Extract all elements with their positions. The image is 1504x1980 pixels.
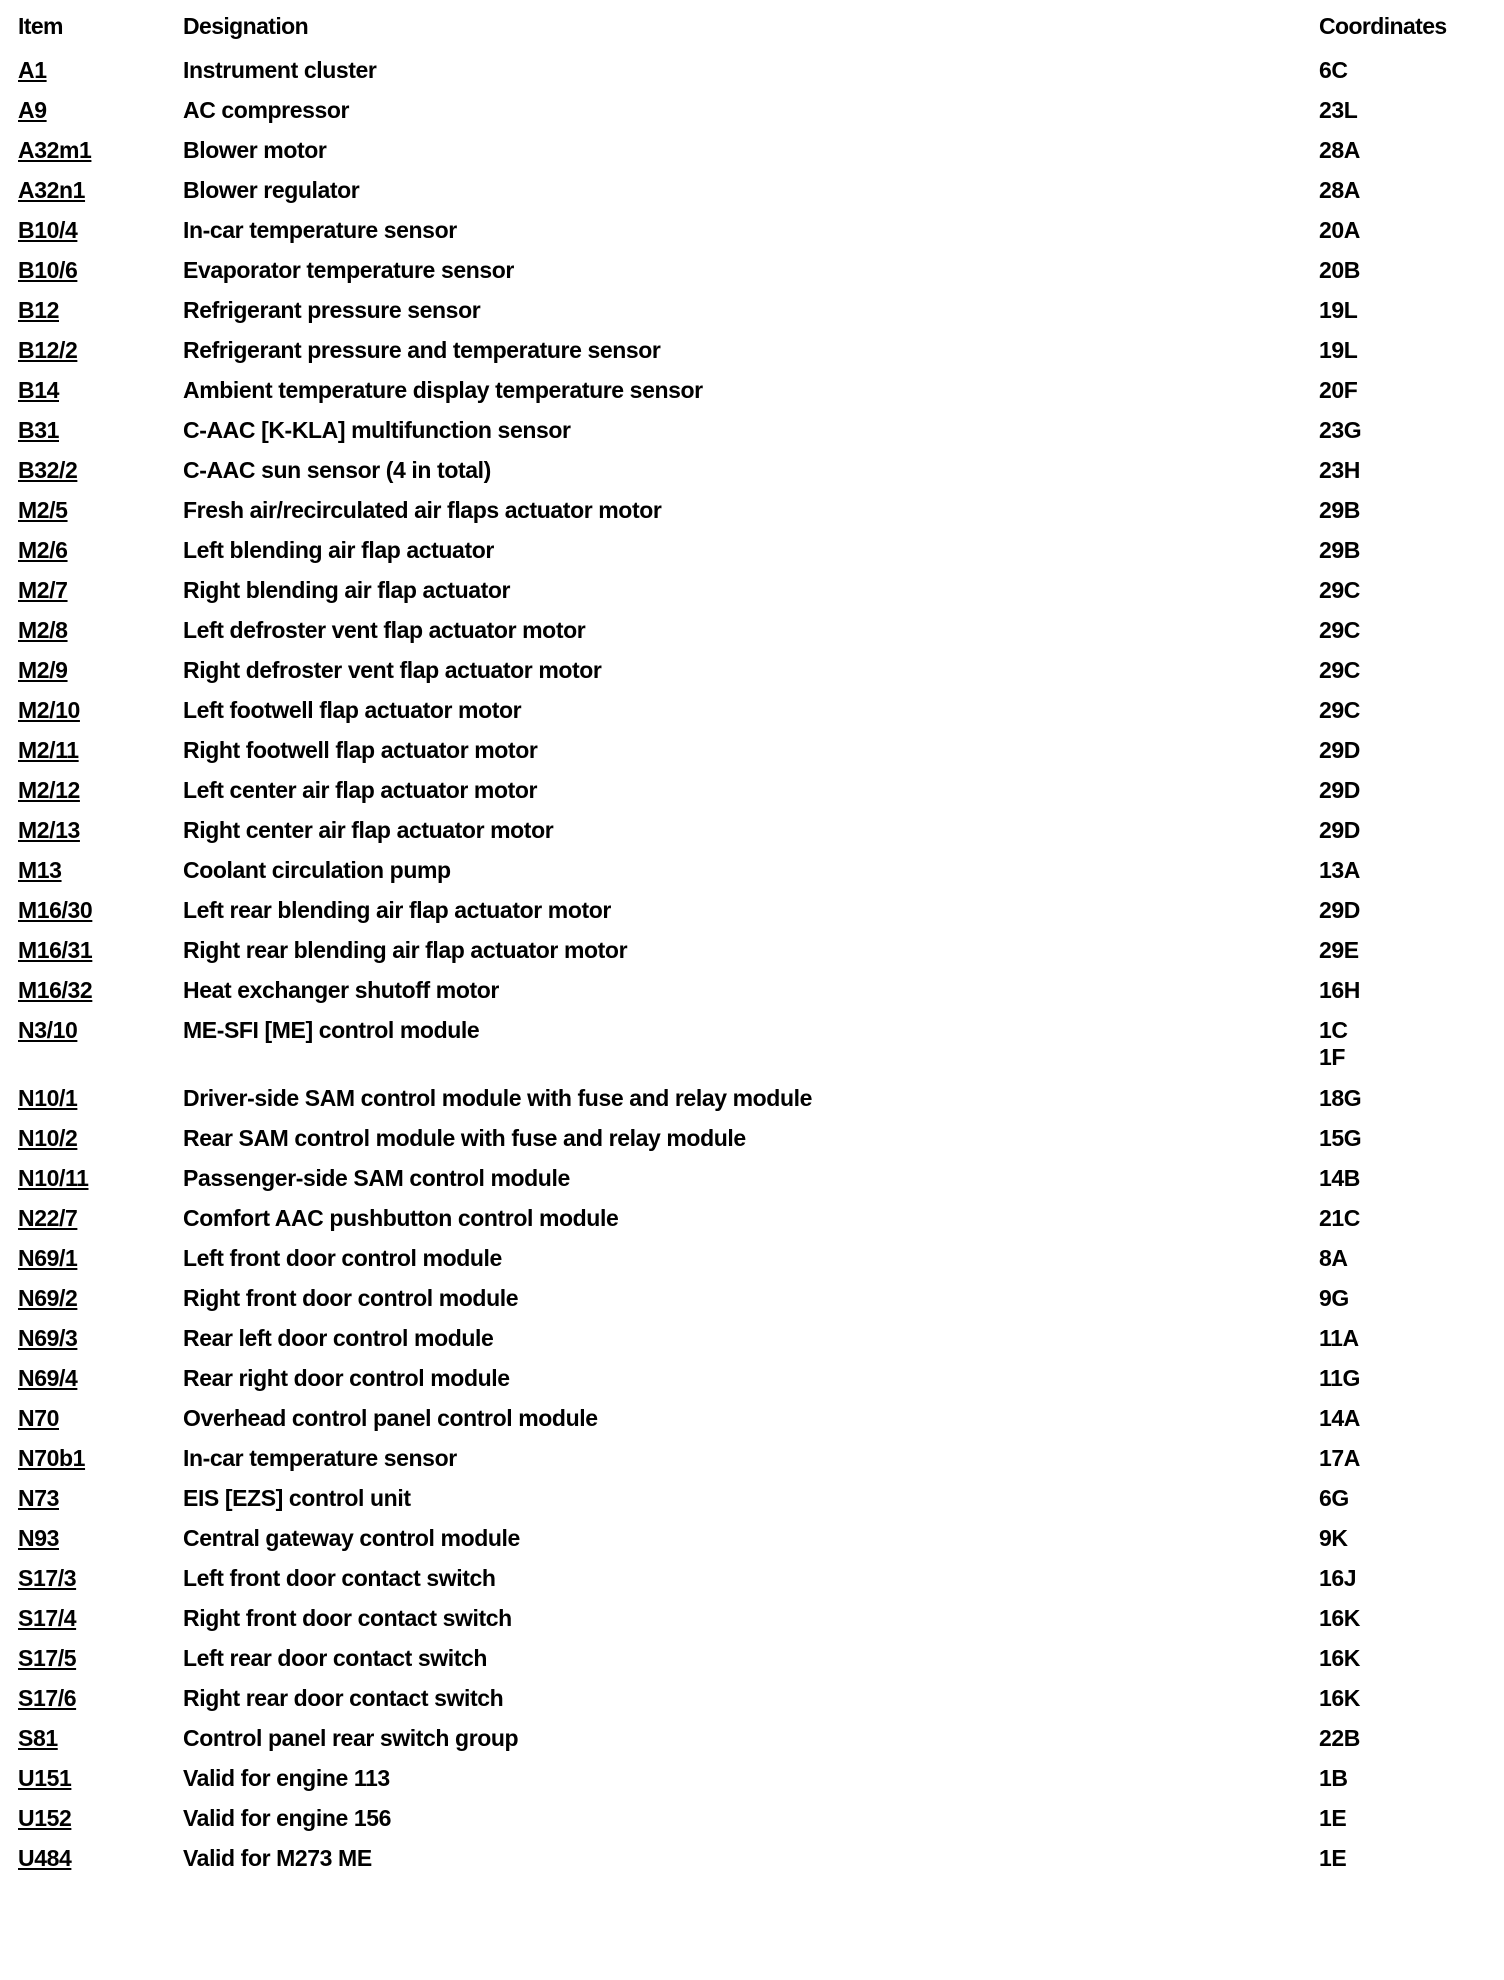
coordinates-cell	[1319, 217, 1360, 244]
coordinates-cell	[1319, 1525, 1348, 1552]
coordinate-value: 20A	[1319, 217, 1360, 243]
coordinates-cell	[1319, 1565, 1356, 1592]
table-row	[0, 495, 1504, 535]
coordinates-cell	[1319, 1445, 1360, 1472]
item-link[interactable]: S17/4	[18, 1605, 77, 1631]
item-link[interactable]: N73	[18, 1485, 59, 1511]
designation-cell: Refrigerant pressure sensor	[183, 297, 481, 323]
item-link[interactable]: N10/11	[18, 1165, 89, 1191]
item-cell	[0, 697, 183, 724]
coordinates-cell	[1319, 1725, 1360, 1752]
item-link[interactable]: M2/10	[18, 697, 80, 723]
item-cell	[0, 537, 183, 564]
coordinate-value: 15G	[1319, 1125, 1362, 1151]
item-cell	[0, 617, 183, 644]
item-link[interactable]: M2/5	[18, 497, 68, 523]
coordinate-value: 18G	[1319, 1085, 1362, 1111]
coordinate-value: 29E	[1319, 937, 1359, 963]
table-row	[0, 1603, 1504, 1643]
coordinate-value: 29D	[1319, 817, 1360, 843]
coordinates-cell	[1319, 1405, 1360, 1432]
table-row	[0, 615, 1504, 655]
table-row	[0, 1843, 1504, 1883]
coordinate-value: 9K	[1319, 1525, 1348, 1551]
designation-cell: Right footwell flap actuator motor	[183, 737, 538, 763]
coordinates-cell	[1319, 497, 1360, 524]
item-link[interactable]: B10/6	[18, 257, 78, 283]
coordinates-cell	[1319, 977, 1360, 1004]
coordinate-value: 29C	[1319, 617, 1360, 643]
item-cell	[0, 417, 183, 444]
table-row	[0, 1763, 1504, 1803]
designation-cell: Rear right door control module	[183, 1365, 510, 1391]
coordinate-value: 16K	[1319, 1685, 1360, 1711]
coordinate-value: 6C	[1319, 57, 1348, 83]
item-link[interactable]: U484	[18, 1845, 72, 1871]
header-designation: Designation	[183, 13, 309, 39]
designation-cell: Left footwell flap actuator motor	[183, 697, 522, 723]
designation-cell: C-AAC sun sensor (4 in total)	[183, 457, 491, 483]
coordinate-value: 1E	[1319, 1845, 1347, 1871]
designation-cell: Central gateway control module	[183, 1525, 520, 1551]
item-cell	[0, 777, 183, 804]
table-row	[0, 1203, 1504, 1243]
coordinates-cell	[1319, 1245, 1348, 1272]
item-link[interactable]: M16/30	[18, 897, 93, 923]
designation-cell: EIS [EZS] control unit	[183, 1485, 411, 1511]
item-link[interactable]: B32/2	[18, 457, 78, 483]
coordinate-value: 29B	[1319, 537, 1360, 563]
item-cell	[0, 457, 183, 484]
item-cell	[0, 857, 183, 884]
table-row	[0, 1723, 1504, 1763]
item-link[interactable]: N69/3	[18, 1325, 78, 1351]
coordinates-cell	[1319, 1765, 1348, 1792]
designation-cell: Valid for engine 113	[183, 1765, 390, 1791]
table-row	[0, 655, 1504, 695]
table-row	[0, 1015, 1504, 1083]
coordinates-cell	[1319, 577, 1360, 604]
designation-cell: Ambient temperature display temperature sensor	[183, 377, 703, 403]
table-row	[0, 1083, 1504, 1123]
coordinate-value: 29C	[1319, 657, 1360, 683]
item-cell	[0, 1205, 183, 1232]
item-link[interactable]: M2/7	[18, 577, 68, 603]
table-row	[0, 335, 1504, 375]
designation-cell: Fresh air/recirculated air flaps actuator motor	[183, 497, 662, 523]
item-link[interactable]: A32m1	[18, 137, 92, 163]
item-cell	[0, 497, 183, 524]
item-link[interactable]: N69/4	[18, 1365, 78, 1391]
item-cell	[0, 1525, 183, 1552]
item-link[interactable]: S17/5	[18, 1645, 77, 1671]
item-link[interactable]: B12	[18, 297, 59, 323]
coordinate-value: 14A	[1319, 1405, 1360, 1431]
table-row	[0, 175, 1504, 215]
table-row	[0, 1683, 1504, 1723]
item-link[interactable]: N10/2	[18, 1125, 78, 1151]
item-cell	[0, 897, 183, 924]
item-cell	[0, 377, 183, 404]
designation-cell: Right center air flap actuator motor	[183, 817, 554, 843]
designation-cell: Left rear blending air flap actuator motor	[183, 897, 611, 923]
coordinate-value: 16K	[1319, 1645, 1360, 1671]
item-link[interactable]: N22/7	[18, 1205, 78, 1231]
table-row	[0, 695, 1504, 735]
coordinate-value: 28A	[1319, 177, 1360, 203]
coordinates-cell	[1319, 1017, 1348, 1071]
coordinates-cell	[1319, 1685, 1360, 1712]
coordinate-value: 14B	[1319, 1165, 1360, 1191]
item-cell	[0, 1805, 183, 1832]
item-cell	[0, 1085, 183, 1112]
table-row	[0, 1523, 1504, 1563]
designation-cell: Comfort AAC pushbutton control module	[183, 1205, 619, 1231]
coordinate-value: 29B	[1319, 497, 1360, 523]
item-link[interactable]: N3/10	[18, 1017, 78, 1043]
designation-cell: Left center air flap actuator motor	[183, 777, 538, 803]
table-row	[0, 1363, 1504, 1403]
table-row	[0, 55, 1504, 95]
coordinate-value: 19L	[1319, 337, 1358, 363]
table-row	[0, 95, 1504, 135]
item-cell	[0, 817, 183, 844]
table-row	[0, 1283, 1504, 1323]
coordinates-cell	[1319, 1365, 1360, 1392]
designation-cell: Coolant circulation pump	[183, 857, 451, 883]
table-row	[0, 775, 1504, 815]
designation-cell: Overhead control panel control module	[183, 1405, 598, 1431]
coordinates-cell	[1319, 337, 1357, 364]
coordinates-cell	[1319, 1085, 1361, 1112]
table-row	[0, 1323, 1504, 1363]
header-coordinates: Coordinates	[1319, 13, 1447, 39]
coordinates-cell	[1319, 377, 1357, 404]
coordinate-value: 16H	[1319, 977, 1360, 1003]
coordinate-value: 23H	[1319, 457, 1360, 483]
item-link[interactable]: M16/32	[18, 977, 93, 1003]
designation-cell: Right front door contact switch	[183, 1605, 512, 1631]
table-row	[0, 815, 1504, 855]
item-cell	[0, 1485, 183, 1512]
coordinates-cell	[1319, 1325, 1359, 1352]
item-cell	[0, 1445, 183, 1472]
table-row	[0, 1483, 1504, 1523]
coordinate-value: 23G	[1319, 417, 1362, 443]
item-link[interactable]: N69/2	[18, 1285, 78, 1311]
item-link[interactable]: M2/11	[18, 737, 79, 763]
designation-cell: Left blending air flap actuator	[183, 537, 494, 563]
table-row	[0, 575, 1504, 615]
coordinates-cell	[1319, 1805, 1346, 1832]
coordinates-cell	[1319, 1845, 1346, 1872]
coordinates-cell	[1319, 97, 1357, 124]
coordinates-cell	[1319, 817, 1360, 844]
item-cell	[0, 977, 183, 1004]
coordinates-cell	[1319, 1605, 1360, 1632]
designation-cell: Rear SAM control module with fuse and relay module	[183, 1125, 746, 1151]
item-cell	[0, 1285, 183, 1312]
designation-cell: Blower motor	[183, 137, 327, 163]
coordinate-value: 20F	[1319, 377, 1358, 403]
coordinates-cell	[1319, 1165, 1360, 1192]
coordinates-cell	[1319, 737, 1360, 764]
designation-cell: Instrument cluster	[183, 57, 377, 83]
table-row	[0, 1163, 1504, 1203]
designation-cell: Right defroster vent flap actuator motor	[183, 657, 602, 683]
coordinates-cell	[1319, 617, 1360, 644]
item-cell	[0, 217, 183, 244]
coordinate-value: 23L	[1319, 97, 1358, 123]
coordinate-value: 19L	[1319, 297, 1358, 323]
coordinates-cell	[1319, 777, 1360, 804]
coordinates-cell	[1319, 1645, 1360, 1672]
item-link[interactable]: B31	[18, 417, 59, 443]
coordinates-cell	[1319, 257, 1360, 284]
coordinates-cell	[1319, 1205, 1360, 1232]
designation-cell: Valid for M273 ME	[183, 1845, 372, 1871]
designation-cell: Right front door control module	[183, 1285, 519, 1311]
item-link[interactable]: N70	[18, 1405, 59, 1431]
item-link[interactable]: U151	[18, 1765, 72, 1791]
designation-cell: Left defroster vent flap actuator motor	[183, 617, 586, 643]
item-link[interactable]: N69/1	[18, 1245, 78, 1271]
item-link[interactable]: N10/1	[18, 1085, 78, 1111]
coordinate-value: 1B	[1319, 1765, 1348, 1791]
designation-cell: Left front door contact switch	[183, 1565, 496, 1591]
item-link[interactable]: N93	[18, 1525, 59, 1551]
item-cell	[0, 1325, 183, 1352]
designation-cell: Driver-side SAM control module with fuse and relay module	[183, 1085, 812, 1111]
coordinates-cell	[1319, 537, 1360, 564]
item-cell	[0, 577, 183, 604]
coordinate-value: 6G	[1319, 1485, 1349, 1511]
designation-cell: Blower regulator	[183, 177, 360, 203]
item-link[interactable]: M2/8	[18, 617, 68, 643]
table-row	[0, 255, 1504, 295]
coordinate-value: 11G	[1319, 1365, 1361, 1391]
table-row	[0, 935, 1504, 975]
coordinates-cell	[1319, 297, 1357, 324]
table-row	[0, 135, 1504, 175]
coordinate-value: 9G	[1319, 1285, 1349, 1311]
designation-cell: C-AAC [K-KLA] multifunction sensor	[183, 417, 571, 443]
header-item: Item	[18, 13, 63, 39]
item-link[interactable]: M13	[18, 857, 62, 883]
item-link[interactable]: S17/3	[18, 1565, 77, 1591]
designation-cell: Left rear door contact switch	[183, 1645, 488, 1671]
item-cell	[0, 1245, 183, 1272]
coordinate-value: 11A	[1319, 1325, 1359, 1351]
item-cell	[0, 1725, 183, 1752]
item-link[interactable]: S17/6	[18, 1685, 77, 1711]
item-link[interactable]: A32n1	[18, 177, 86, 203]
table-row	[0, 295, 1504, 335]
item-link[interactable]: M16/31	[18, 937, 93, 963]
item-cell	[0, 297, 183, 324]
coordinates-cell	[1319, 697, 1360, 724]
coordinate-value: 22B	[1319, 1725, 1360, 1751]
item-link[interactable]: S81	[18, 1725, 58, 1751]
item-cell	[0, 1845, 183, 1872]
item-link[interactable]: B14	[18, 377, 59, 403]
designation-cell: In-car temperature sensor	[183, 217, 457, 243]
item-link[interactable]: A9	[18, 97, 47, 123]
coordinate-value: 21C	[1319, 1205, 1360, 1231]
item-link[interactable]: B10/4	[18, 217, 78, 243]
item-link[interactable]: M2/6	[18, 537, 68, 563]
designation-cell: Control panel rear switch group	[183, 1725, 519, 1751]
coordinate-value: 1F	[1319, 1044, 1346, 1070]
coordinate-value: 20B	[1319, 257, 1360, 283]
item-cell	[0, 1565, 183, 1592]
table-row	[0, 1403, 1504, 1443]
coordinate-value: 8A	[1319, 1245, 1348, 1271]
item-cell	[0, 57, 183, 84]
table-row	[0, 735, 1504, 775]
table-row	[0, 1243, 1504, 1283]
coordinate-value: 29D	[1319, 777, 1360, 803]
coordinates-cell	[1319, 1285, 1349, 1312]
designation-cell: Rear left door control module	[183, 1325, 494, 1351]
table-row	[0, 1443, 1504, 1483]
item-cell	[0, 1405, 183, 1432]
item-cell	[0, 137, 183, 164]
coordinates-cell	[1319, 137, 1360, 164]
table-row	[0, 975, 1504, 1015]
item-cell	[0, 177, 183, 204]
coordinates-cell	[1319, 1125, 1361, 1152]
designation-cell: Refrigerant pressure and temperature sensor	[183, 337, 661, 363]
item-cell	[0, 1365, 183, 1392]
item-cell	[0, 1165, 183, 1192]
designation-cell: Valid for engine 156	[183, 1805, 392, 1831]
item-cell	[0, 97, 183, 124]
coordinates-cell	[1319, 657, 1360, 684]
designation-cell: Right rear blending air flap actuator motor	[183, 937, 628, 963]
item-link[interactable]: U152	[18, 1805, 72, 1831]
coordinate-value: 13A	[1319, 857, 1360, 883]
designation-cell: Left front door control module	[183, 1245, 502, 1271]
item-cell	[0, 257, 183, 284]
item-cell	[0, 1765, 183, 1792]
table-row	[0, 1563, 1504, 1603]
designation-cell: Right rear door contact switch	[183, 1685, 504, 1711]
coordinates-cell	[1319, 1485, 1349, 1512]
table-body	[0, 55, 1504, 1883]
coordinates-cell	[1319, 897, 1360, 924]
coordinate-value: 17A	[1319, 1445, 1360, 1471]
designation-cell: Evaporator temperature sensor	[183, 257, 514, 283]
item-cell	[0, 337, 183, 364]
item-cell	[0, 1017, 183, 1044]
table-row	[0, 415, 1504, 455]
coordinates-cell	[1319, 457, 1360, 484]
table-row	[0, 895, 1504, 935]
designation-cell: Right blending air flap actuator	[183, 577, 511, 603]
designation-cell: Heat exchanger shutoff motor	[183, 977, 499, 1003]
item-link[interactable]: B12/2	[18, 337, 78, 363]
coordinate-value: 1C	[1319, 1017, 1348, 1043]
item-cell	[0, 1125, 183, 1152]
table-row	[0, 1123, 1504, 1163]
item-cell	[0, 937, 183, 964]
item-link[interactable]: M2/12	[18, 777, 80, 803]
item-cell	[0, 657, 183, 684]
table-row	[0, 1643, 1504, 1683]
table-row	[0, 855, 1504, 895]
item-link[interactable]: M2/13	[18, 817, 80, 843]
table-row	[0, 535, 1504, 575]
item-link[interactable]: M2/9	[18, 657, 68, 683]
designation-cell: Passenger-side SAM control module	[183, 1165, 570, 1191]
coordinates-cell	[1319, 57, 1348, 84]
item-link[interactable]: N70b1	[18, 1445, 86, 1471]
table-row	[0, 1803, 1504, 1843]
item-cell	[0, 737, 183, 764]
table-row	[0, 215, 1504, 255]
coordinate-value: 1E	[1319, 1805, 1347, 1831]
designation-cell: In-car temperature sensor	[183, 1445, 457, 1471]
coordinate-value: 16K	[1319, 1605, 1360, 1631]
coordinate-value: 29D	[1319, 737, 1360, 763]
coordinate-value: 29C	[1319, 697, 1360, 723]
table-header	[0, 0, 1504, 55]
coordinates-cell	[1319, 937, 1359, 964]
item-cell	[0, 1605, 183, 1632]
table-row	[0, 455, 1504, 495]
coordinates-cell	[1319, 177, 1360, 204]
coordinate-value: 29C	[1319, 577, 1360, 603]
item-link[interactable]: A1	[18, 57, 47, 83]
designation-cell: AC compressor	[183, 97, 350, 123]
item-cell	[0, 1685, 183, 1712]
coordinate-value: 28A	[1319, 137, 1360, 163]
coordinates-cell	[1319, 857, 1360, 884]
table-row	[0, 375, 1504, 415]
coordinate-value: 16J	[1319, 1565, 1357, 1591]
coordinate-value: 29D	[1319, 897, 1360, 923]
designation-cell: ME-SFI [ME] control module	[183, 1017, 480, 1043]
coordinates-cell	[1319, 417, 1361, 444]
item-cell	[0, 1645, 183, 1672]
